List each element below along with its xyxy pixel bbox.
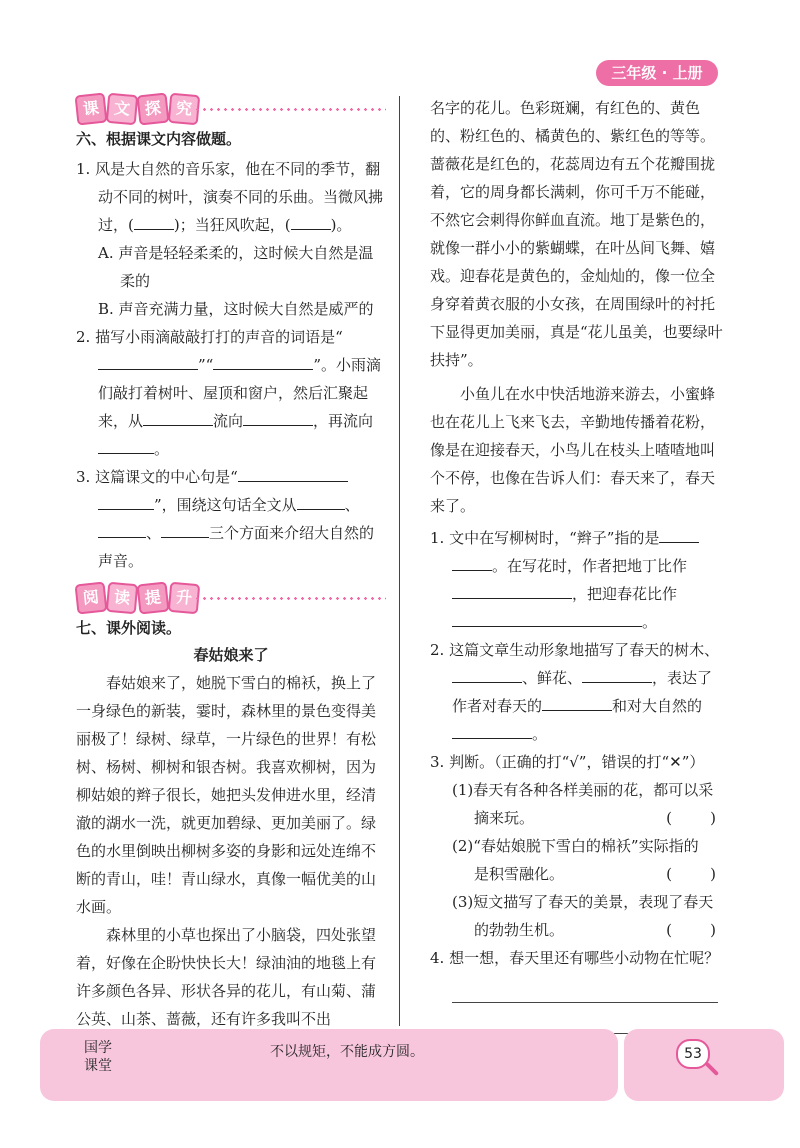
footer-bar	[40, 1029, 618, 1101]
banner-char: 探	[137, 93, 170, 126]
question-2: 2. 描写小雨滴敲敲打打的声音的词语是“”“ ”。小雨滴们敲打着树叶、屋顶和窗户，然后汇聚起来，从 流向 ，再流向。	[76, 328, 382, 458]
judge-item-3-cont: 的勃勃生机。 ( )	[430, 916, 726, 944]
footer-label: 国学课堂	[84, 1040, 112, 1074]
answer-blank[interactable]	[98, 491, 154, 510]
dotted-divider	[194, 108, 386, 111]
banner-char: 读	[106, 582, 139, 615]
column-divider	[399, 96, 400, 1026]
answer-blank[interactable]	[98, 435, 154, 454]
answer-blank[interactable]	[542, 692, 612, 711]
answer-blank[interactable]	[452, 720, 492, 739]
answer-blank[interactable]	[243, 407, 313, 426]
answer-blank[interactable]	[143, 407, 213, 426]
answer-blank[interactable]	[452, 664, 522, 683]
answer-blank[interactable]	[532, 580, 572, 599]
footer-page-panel	[624, 1029, 784, 1101]
section-banner-reading	[76, 583, 386, 613]
answer-blank[interactable]	[659, 524, 699, 543]
question-3: 3. 这篇课文的中心句是“”，围绕这句话全文从 、、 三个方面来介绍大自然的声音。	[76, 463, 386, 575]
answer-blank[interactable]	[297, 491, 345, 510]
banner-char: 究	[168, 93, 201, 126]
magnifier-icon	[705, 1062, 719, 1076]
judge-paren[interactable]: ( )	[666, 921, 716, 939]
dotted-divider	[194, 597, 386, 600]
judge-item-2: (2)“春姑娘脱下雪白的棉袄”实际指的	[452, 837, 699, 855]
answer-blank[interactable]	[134, 211, 174, 230]
judge-item-1: (1)春天有各种各样美丽的花，都可以采	[452, 781, 714, 799]
judge-paren[interactable]: ( )	[666, 809, 716, 827]
answer-blank[interactable]	[492, 720, 532, 739]
answer-blank[interactable]	[582, 664, 652, 683]
answer-blank[interactable]	[238, 463, 348, 482]
judge-item-3: (3)短文描写了春天的美景，表现了春天	[452, 893, 714, 911]
judge-item-2-cont: 是积雪融化。 ( )	[430, 860, 726, 888]
judge-item-1-cont: 摘来玩。 ( )	[430, 804, 726, 832]
story-title: 春姑娘来了	[193, 646, 269, 664]
answer-blank[interactable]	[291, 211, 331, 230]
question-1: 1. 风是大自然的音乐家，他在不同的季节，翻动不同的树叶，演奏不同的乐曲。当微风拂过，( )；当狂风吹起，( )。	[76, 160, 384, 234]
banner-char: 阅	[75, 582, 108, 615]
story-paragraph: 森林里的小草也探出了小脑袋，四处张望着，好像在企盼快快长大！绿油油的地毯上有许多颜色各异、形状各异的花儿，有山菊、蒲公英、山茶、蔷薇，还有许多我叫不出	[76, 926, 377, 1028]
answer-blank[interactable]	[98, 351, 198, 370]
story-paragraph: 名字的花儿。色彩斑斓，有红色的、黄色的、粉红色的、橘黄色的、紫红色的等等。蔷薇花是红色的，花蕊周边有五个花瓣围拢着，它的周身都长满刺，你可千万不能碰，不然它会刺得你鲜血直流。地丁是紫色的，就像一群小小的紫蝴蝶，在叶丛间飞舞、嬉戏。迎春花是黄色的，金灿灿的，像一位全身穿着黄衣服的小女孩，在周围绿叶的衬托下显得更加美丽，真是“花儿虽美，也要绿叶扶持”。	[430, 99, 723, 369]
left-column	[76, 94, 386, 1033]
banner-char: 提	[137, 582, 170, 615]
option-a: A. 声音是轻轻柔柔的，这时候大自然是温柔的	[98, 244, 374, 290]
answer-line[interactable]	[452, 972, 718, 1003]
answer-blank[interactable]	[452, 608, 602, 627]
story-paragraph: 小鱼儿在水中快活地游来游去，小蜜蜂也在花儿上飞来飞去，辛勤地传播着花粉，像是在迎接春天，小鸟儿在枝头上喳喳地叫个不停，也像在告诉人们：春天来了，春天来了。	[430, 385, 716, 515]
section-banner-text-study	[76, 94, 386, 124]
section-six-title: 六、根据课文内容做题。	[76, 130, 242, 148]
judge-paren[interactable]: ( )	[666, 865, 716, 883]
reading-question-2: 2. 这篇文章生动形象地描写了春天的树木、、鲜花、 ，表达了作者对春天的 和对大自然的。	[430, 641, 720, 743]
option-b: B. 声音充满力量，这时候大自然是威严的	[98, 300, 374, 318]
banner-char: 升	[168, 582, 201, 615]
section-seven-title: 七、课外阅读。	[76, 619, 182, 637]
reading-question-3: 3. 判断。（正确的打“√”，错误的打“✕”）	[430, 753, 705, 771]
right-column	[430, 94, 726, 1034]
answer-blank[interactable]	[213, 351, 313, 370]
story-paragraph: 春姑娘来了，她脱下雪白的棉袄，换上了一身绿色的新装，霎时，森林里的景色变得美丽极了！绿树、绿草，一片绿色的世界！有松树、杨树、柳树和银杏树。我喜欢柳树，因为柳姑娘的辫子很长，她把头发伸进水里，经清澈的湖水一洗，就更加碧绿、更加美丽了。绿色的水里倒映出柳树多姿的身影和远处连绵不断的青山，哇！青山绿水，真像一幅优美的山水画。	[76, 674, 377, 916]
footer-motto: 不以规矩，不能成方圆。	[270, 1044, 424, 1060]
banner-char: 课	[75, 93, 108, 126]
reading-question-4: 4. 想一想，春天里还有哪些小动物在忙呢？	[430, 949, 720, 967]
answer-blank[interactable]	[452, 552, 492, 571]
answer-blank[interactable]	[452, 580, 532, 599]
answer-blank[interactable]	[98, 519, 146, 538]
banner-char: 文	[106, 93, 139, 126]
page-number: 53	[676, 1039, 710, 1069]
reading-question-1: 1. 文中在写柳树时，“辫子”指的是。在写花时，作者把地丁比作，把迎春花比作。	[430, 524, 726, 636]
grade-badge: 三年级 · 上册	[596, 60, 718, 86]
answer-blank[interactable]	[161, 519, 209, 538]
answer-blank[interactable]	[602, 608, 642, 627]
